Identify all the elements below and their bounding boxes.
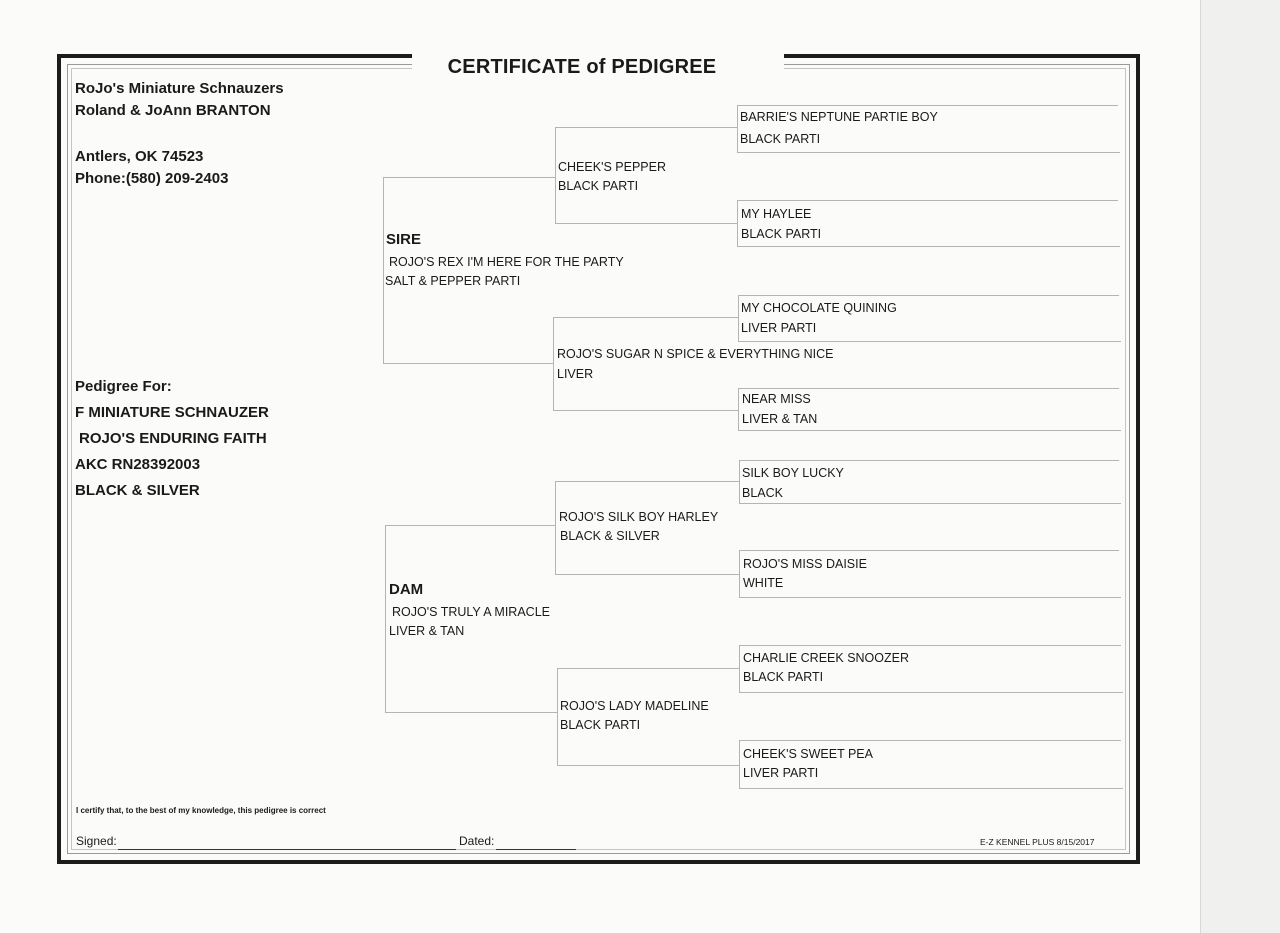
sire-dam-sire-name: MY CHOCOLATE QUINING [741,301,897,315]
bracket-line [739,645,1121,646]
dam-dam-name: ROJO'S LADY MADELINE [560,699,709,713]
dam-name: ROJO'S TRULY A MIRACLE [392,605,550,619]
bracket-line [738,295,739,341]
dam-dam-dam-name: CHEEK'S SWEET PEA [743,747,873,761]
sire-label: SIRE [386,231,422,248]
bracket-line [385,525,386,712]
sire-sire-dam-name: MY HAYLEE [741,207,812,221]
dated-label: Dated: [459,834,495,848]
bracket-line [383,177,384,363]
bracket-line [553,317,554,410]
sire-dam-dam-color: LIVER & TAN [742,412,818,426]
dam-sire-dam-name: ROJO'S MISS DAISIE [743,557,867,571]
sire-sire-sire-color: BLACK PARTI [740,132,821,146]
certification-statement: I certify that, to the best of my knowledge, this pedigree is correct [76,806,326,815]
pedigree-for [75,374,269,504]
dam-sire-sire-color: BLACK [742,486,783,500]
bracket-line [739,460,1119,461]
bracket-line [555,481,556,574]
sire-sire-sire-name: BARRIE'S NEPTUNE PARTIE BOY [740,110,938,124]
bracket-line [737,246,1120,247]
bracket-line [738,295,1119,296]
bracket-line [739,550,740,597]
bracket-line [557,668,739,669]
bracket-line [739,550,1119,551]
bracket-line [737,105,738,152]
kennel-city: Antlers, OK 74523 [75,148,204,165]
sire-sire-name: CHEEK'S PEPPER [558,160,666,174]
page-edge [1200,0,1280,933]
certificate-title: CERTIFICATE of PEDIGREE [447,56,717,78]
kennel-name: RoJo's Miniature Schnauzers [75,80,284,97]
sire-dam-dam-name: NEAR MISS [742,392,811,406]
dam-sire-color: BLACK & SILVER [560,529,660,543]
software-stamp: E-Z KENNEL PLUS 8/15/2017 [980,837,1095,847]
signature-line[interactable] [118,849,456,850]
bracket-line [555,127,556,223]
bracket-line [383,177,555,178]
bracket-line [738,341,1121,342]
bracket-line [553,317,738,318]
bracket-line [555,223,737,224]
bracket-line [383,363,553,364]
date-line[interactable] [496,849,576,850]
bracket-line [739,788,1123,789]
bracket-line [738,388,1119,389]
dog-name: ROJO'S ENDURING FAITH [79,430,267,447]
dog-sex-breed: F MINIATURE SCHNAUZER [75,404,269,421]
bracket-line [739,740,1121,741]
sire-dam-sire-color: LIVER PARTI [741,321,817,335]
sire-sire-dam-color: BLACK PARTI [741,227,822,241]
signed-label: Signed: [76,834,117,848]
bracket-line [739,692,1123,693]
bracket-line [737,200,738,246]
sire-name: ROJO'S REX I'M HERE FOR THE PARTY [389,255,624,269]
sire-sire-color: BLACK PARTI [558,179,639,193]
bracket-line [739,460,740,503]
bracket-line [737,200,1118,201]
bracket-line [738,430,1121,431]
bracket-line [557,668,558,765]
bracket-line [553,410,738,411]
dam-dam-sire-name: CHARLIE CREEK SNOOZER [743,651,910,665]
bracket-line [385,712,557,713]
bracket-line [737,105,1118,106]
bracket-line [739,740,740,788]
kennel-owners: Roland & JoAnn BRANTON [75,102,271,119]
bracket-line [555,574,739,575]
bracket-line [737,152,1120,153]
dog-registration: AKC RN28392003 [75,456,201,473]
dam-sire-sire-name: SILK BOY LUCKY [742,466,844,480]
dam-label: DAM [389,581,424,598]
dam-dam-dam-color: LIVER PARTI [743,766,819,780]
dam-sire-dam-color: WHITE [743,576,784,590]
dam-color: LIVER & TAN [389,624,465,638]
bracket-line [739,597,1121,598]
dam-dam-sire-color: BLACK PARTI [743,670,824,684]
kennel-phone: Phone:(580) 209-2403 [75,170,229,187]
sire-color: SALT & PEPPER PARTI [385,274,521,288]
bracket-line [385,525,555,526]
bracket-line [555,127,737,128]
dam-sire-name: ROJO'S SILK BOY HARLEY [559,510,719,524]
pedigree-for-label: Pedigree For: [75,378,172,395]
kennel-info [75,78,284,190]
sire-dam-name: ROJO'S SUGAR N SPICE & EVERYTHING NICE [557,347,834,361]
bracket-line [555,481,739,482]
bracket-line [739,503,1121,504]
bracket-line [738,388,739,430]
dog-color: BLACK & SILVER [75,482,200,499]
bracket-line [739,645,740,692]
sire-dam-color: LIVER [557,367,594,381]
bracket-line [557,765,739,766]
dam-dam-color: BLACK PARTI [560,718,641,732]
